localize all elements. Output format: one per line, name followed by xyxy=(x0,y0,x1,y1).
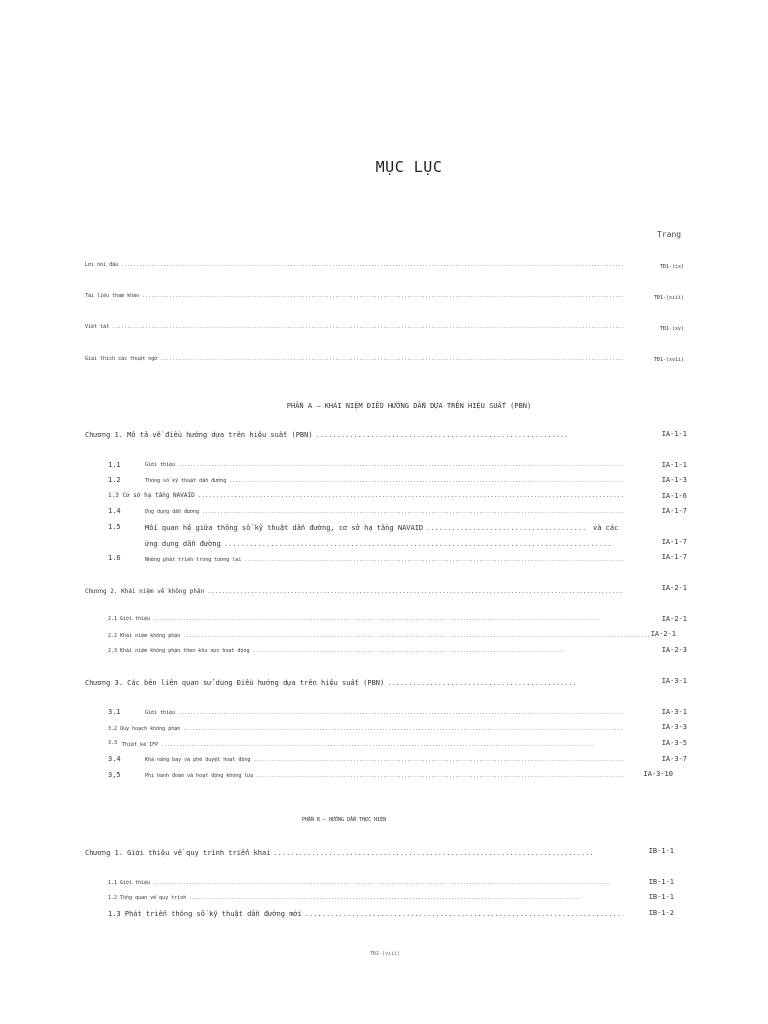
toc-entry-label: Mối quan hệ giữa thông số kỹ thuật dẫn đường, cơ sở hạ tầng NAVAID xyxy=(145,524,424,532)
toc-entry-label: Phi hành đoàn và hoạt động không lưu xyxy=(145,773,254,779)
toc-entry-a1-2[interactable] xyxy=(145,478,623,484)
leader-dots xyxy=(112,324,623,330)
toc-entry-front-3[interactable] xyxy=(85,356,623,362)
toc-entry-front-2[interactable] xyxy=(85,324,623,330)
leader-dots xyxy=(142,293,623,299)
toc-entry-label: Giải thích các thuật ngữ xyxy=(85,356,158,362)
toc-entry-a3-1[interactable] xyxy=(145,710,623,716)
toc-item-number: 3.1 xyxy=(108,708,121,716)
toc-item-number: 1.1 xyxy=(108,461,121,469)
leader-dots xyxy=(224,540,613,548)
leader-dots xyxy=(305,910,623,918)
toc-entry-label: 1.2 Tổng quan về quy trình xyxy=(108,895,187,901)
toc-entry-label: Chương 3. Các bên liên quan sử dụng Điều hướng dựa trên hiệu suất (PBN) xyxy=(85,679,385,687)
toc-entry-b1-1[interactable] xyxy=(108,880,610,886)
toc-entry-a1-5-continued[interactable] xyxy=(145,540,613,548)
toc-entry-label: 3.2 Quy hoạch không phận xyxy=(108,726,181,732)
toc-entry-label: Thiết kế IFP xyxy=(122,742,159,748)
toc-page-number: IA-3-7 xyxy=(661,755,687,763)
leader-dots xyxy=(387,679,575,687)
leader-dots xyxy=(178,462,623,468)
leader-dots xyxy=(252,648,564,654)
toc-entry-label: 1.1 Giới thiệu xyxy=(108,880,151,886)
toc-entry-label: ứng dụng dẫn đường xyxy=(145,540,221,548)
toc-page-number: IA-2-1 xyxy=(661,615,687,623)
toc-entry-a2-3[interactable] xyxy=(108,648,564,654)
toc-entry-label: Viết tắt xyxy=(85,324,110,330)
toc-page-number: IA-1-7 xyxy=(661,553,687,561)
toc-page-number: IB-1-1 xyxy=(648,893,674,901)
toc-page-number: IA-1-3 xyxy=(661,476,687,484)
toc-page-number: IB-1-2 xyxy=(648,909,674,917)
toc-chapter-a1[interactable] xyxy=(85,431,570,439)
toc-entry-label: 1.3 Phát triển thông số kỹ thuật dẫn đường mới xyxy=(108,910,302,918)
leader-dots xyxy=(244,557,623,563)
toc-entry-label: Chương 1. Mô tả về điều hướng dựa trên hiệu suất (PBN) xyxy=(85,431,313,439)
leader-dots xyxy=(253,757,623,763)
toc-entry-label: Thông số kỹ thuật dẫn đường xyxy=(145,478,227,484)
toc-entry-b1-2[interactable] xyxy=(108,895,580,901)
toc-item-number: 1.6 xyxy=(108,554,121,562)
toc-page-number: TĐ1-(xvii) xyxy=(653,357,684,363)
leader-dots xyxy=(121,262,623,268)
toc-entry-label: Tài liệu tham khảo xyxy=(85,293,140,299)
toc-page-number: IA-2-3 xyxy=(661,646,687,654)
leader-dots xyxy=(229,478,623,484)
toc-item-number: 3,5 xyxy=(108,771,121,779)
toc-page-number: IA-1-7 xyxy=(661,538,687,546)
toc-page-number: TĐ1-(xiii) xyxy=(653,295,684,301)
toc-entry-label: Lời nói đầu xyxy=(85,262,119,268)
toc-entry-front-0[interactable] xyxy=(85,262,623,268)
toc-entry-a1-4[interactable] xyxy=(145,509,623,515)
toc-page-number: TĐ1-(ix) xyxy=(659,264,684,270)
toc-entry-label: Giới thiệu xyxy=(145,462,176,468)
page-title: MỤC LỤC xyxy=(375,158,443,176)
toc-page-number: IB-1-1 xyxy=(648,878,674,886)
toc-page-number: IA-2-1 xyxy=(661,584,687,592)
toc-entry-a1-5[interactable] xyxy=(145,524,588,532)
leader-dots xyxy=(183,726,623,732)
leader-dots xyxy=(256,773,623,779)
toc-page-number: IA-3-5 xyxy=(661,739,687,747)
toc-entry-label: Khả năng bay và phê duyệt hoạt động xyxy=(145,757,251,763)
toc-item-number: 3.4 xyxy=(108,755,121,763)
toc-entry-front-1[interactable] xyxy=(85,293,623,299)
toc-entry-a3-5[interactable] xyxy=(145,773,623,779)
part-b-heading: PHẦN B – HƯỚNG DẪN THỰC HIỆN xyxy=(301,817,387,823)
leader-dots xyxy=(153,880,610,886)
toc-page-number: IA-3-1 xyxy=(661,677,687,685)
leader-dots xyxy=(153,616,598,622)
leader-dots xyxy=(207,588,623,595)
toc-page-number: IA-2-1 xyxy=(650,630,676,638)
leader-dots xyxy=(202,509,623,515)
toc-entry-a1-1[interactable] xyxy=(145,462,623,468)
toc-page-number: IA-3-1 xyxy=(661,708,687,716)
toc-entry-label: Chương 1. Giới thiệu về quy trình triển khai xyxy=(85,849,271,857)
toc-entry-label-tail: và các xyxy=(593,524,619,532)
toc-page-number: IA-1-1 xyxy=(661,430,687,438)
toc-page-number: TĐ1-(xv) xyxy=(659,326,684,332)
leader-dots xyxy=(316,431,570,439)
toc-page-number: IA-1-7 xyxy=(661,507,687,515)
toc-entry-label: Ứng dụng dẫn đường xyxy=(145,509,200,515)
toc-item-number: 1.4 xyxy=(108,507,121,515)
toc-entry-b1-3[interactable] xyxy=(108,910,623,918)
toc-chapter-a3[interactable] xyxy=(85,679,575,687)
leader-dots xyxy=(178,710,623,716)
part-a-heading: PHẦN A – KHÁI NIỆM ĐIỀU HƯỚNG DẪN DỰA TRÊN HIỆU SUẤT (PBN) xyxy=(286,402,532,410)
toc-page-number: IB-1-1 xyxy=(648,847,674,855)
toc-page-number: IA-3-10 xyxy=(643,770,673,778)
toc-chapter-b1[interactable] xyxy=(85,849,595,857)
leader-dots xyxy=(426,524,588,532)
page-column-header: Trang xyxy=(657,230,682,239)
toc-entry-label: 2.1 Giới thiệu xyxy=(108,616,151,622)
leader-dots xyxy=(273,849,595,857)
toc-entry-a2-2[interactable] xyxy=(108,633,650,639)
toc-chapter-a2[interactable] xyxy=(85,588,623,595)
toc-entry-a3-4[interactable] xyxy=(145,757,623,763)
leader-dots xyxy=(161,742,594,748)
toc-entry-label: 2.2 Khái niệm không phận xyxy=(108,633,181,639)
toc-item-number: 1.2 xyxy=(108,476,121,484)
toc-page-number: IA-1-6 xyxy=(661,492,687,500)
leader-dots xyxy=(160,356,623,362)
leader-dots xyxy=(198,492,623,499)
toc-entry-a3-2[interactable] xyxy=(108,726,623,732)
toc-entry-label: 2.3 Khái niệm không phận theo khu vực hoạt động xyxy=(108,648,250,654)
leader-dots xyxy=(189,895,580,901)
leader-dots xyxy=(183,633,650,639)
toc-entry-label: Chương 2. Khái niệm về không phận xyxy=(85,588,205,595)
toc-entry-a3-3[interactable] xyxy=(122,742,594,748)
toc-entry-label: Những phát triển trong tương lai xyxy=(145,557,242,563)
toc-entry-a1-3[interactable] xyxy=(108,492,623,499)
toc-entry-a1-6[interactable] xyxy=(145,557,623,563)
page-footer-number: TĐ1-(viii) xyxy=(370,951,401,957)
toc-page-number: IA-3-3 xyxy=(661,723,687,731)
toc-item-number: 3.3 xyxy=(108,740,118,746)
toc-entry-label: Giới thiệu xyxy=(145,710,176,716)
toc-entry-a2-1[interactable] xyxy=(108,616,598,622)
toc-page-number: IA-1-1 xyxy=(661,461,687,469)
toc-entry-label: 1.3 Cơ sở hạ tầng NAVAID xyxy=(108,492,195,499)
toc-item-number: 1.5 xyxy=(108,523,121,531)
